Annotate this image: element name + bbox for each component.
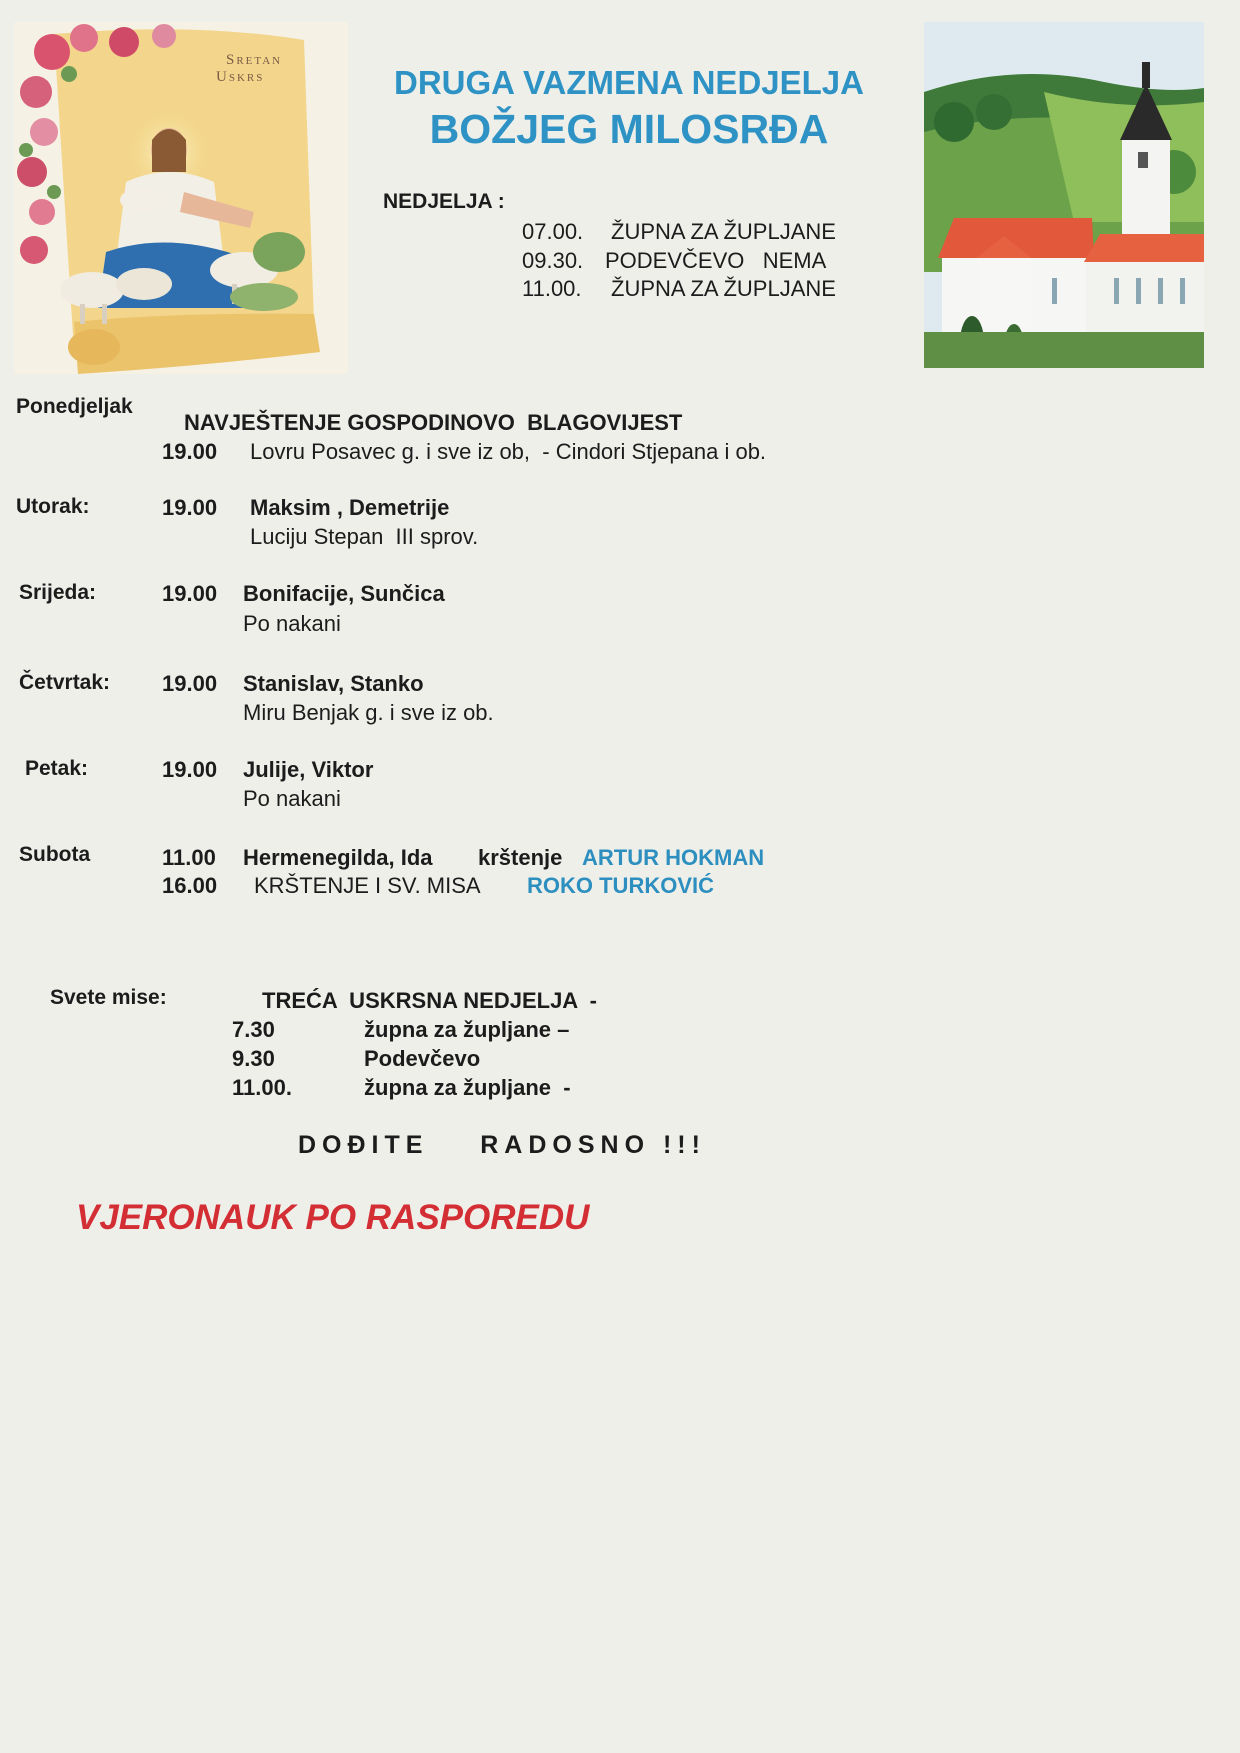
saturday-label: Subota [19,843,91,866]
thursday-intent: Miru Benjak g. i sve iz ob. [243,700,494,725]
friday-time: 19.00 [162,757,218,782]
saturday-time-2: 16.00 [162,873,218,898]
saturday-time-1: 11.00 [162,845,216,870]
sunday-mass-2-text: PODEVČEVO NEMA [605,248,827,273]
saturday-name-2: ROKO TURKOVIĆ [527,873,714,898]
good-shepherd-illustration [14,22,348,374]
friday-saints: Julije, Viktor [243,757,374,782]
catechism-notice: VJERONAUK PO RASPOREDU [76,1198,590,1237]
next-mass-3-text: župna za župljane - [364,1075,571,1100]
monday-feast: NAVJEŠTENJE GOSPODINOVO BLAGOVIJEST [184,410,683,435]
page-title-line2: BOŽJEG MILOSRĐA [429,106,829,152]
tuesday-label: Utorak: [16,495,90,518]
thursday-saints: Stanislav, Stanko [243,671,424,696]
page-title-line1: DRUGA VAZMENA NEDJELJA [394,64,864,101]
card-greeting-sretan: Sretan [226,52,283,68]
invitation-text: DOĐITE RADOSNO !!! [298,1131,706,1159]
saturday-baptism-label: krštenje [478,845,563,870]
next-mass-1-text: župna za župljane – [364,1017,570,1042]
next-mass-3-time: 11.00. [232,1075,292,1100]
wednesday-label: Srijeda: [19,581,97,604]
friday-intent: Po nakani [243,786,341,811]
church-photo [924,22,1204,368]
easter-card-image [14,22,348,374]
sunday-label: NEDJELJA : [383,190,505,213]
next-mass-1-time: 7.30 [232,1017,275,1042]
tuesday-saints: Maksim , Demetrije [250,495,450,520]
card-greeting-uskrs: Uskrs [216,69,265,85]
sunday-mass-1-time: 07.00. [522,219,584,244]
saturday-saints: Hermenegilda, Ida [243,845,433,870]
sunday-mass-2-time: 09.30. [522,248,584,273]
tuesday-time: 19.00 [162,495,218,520]
sunday-mass-1-text: ŽUPNA ZA ŽUPLJANE [611,219,836,244]
sunday-mass-3-text: ŽUPNA ZA ŽUPLJANE [611,276,836,301]
thursday-time: 19.00 [162,671,218,696]
next-mass-2-text: Podevčevo [364,1046,481,1071]
wednesday-time: 19.00 [162,581,218,606]
thursday-label: Četvrtak: [19,671,111,694]
holy-masses-label: Svete mise: [50,986,167,1009]
monday-intent: Lovru Posavec g. i sve iz ob, - Cindori Stjepana i ob. [250,439,767,464]
next-mass-2-time: 9.30 [232,1046,275,1071]
saturday-baptism-name: ARTUR HOKMAN [582,845,765,870]
wednesday-saints: Bonifacije, Sunčica [243,581,445,606]
church-illustration [924,22,1204,368]
friday-label: Petak: [25,757,89,780]
wednesday-intent: Po nakani [243,611,341,636]
sunday-mass-3-time: 11.00. [522,276,582,301]
tuesday-intent: Luciju Stepan III sprov. [250,524,479,549]
monday-time: 19.00 [162,439,218,464]
saturday-event-2: KRŠTENJE I SV. MISA [254,873,481,898]
monday-label: Ponedjeljak [16,395,133,418]
next-sunday-title: TREĆA USKRSNA NEDJELJA - [262,988,597,1013]
